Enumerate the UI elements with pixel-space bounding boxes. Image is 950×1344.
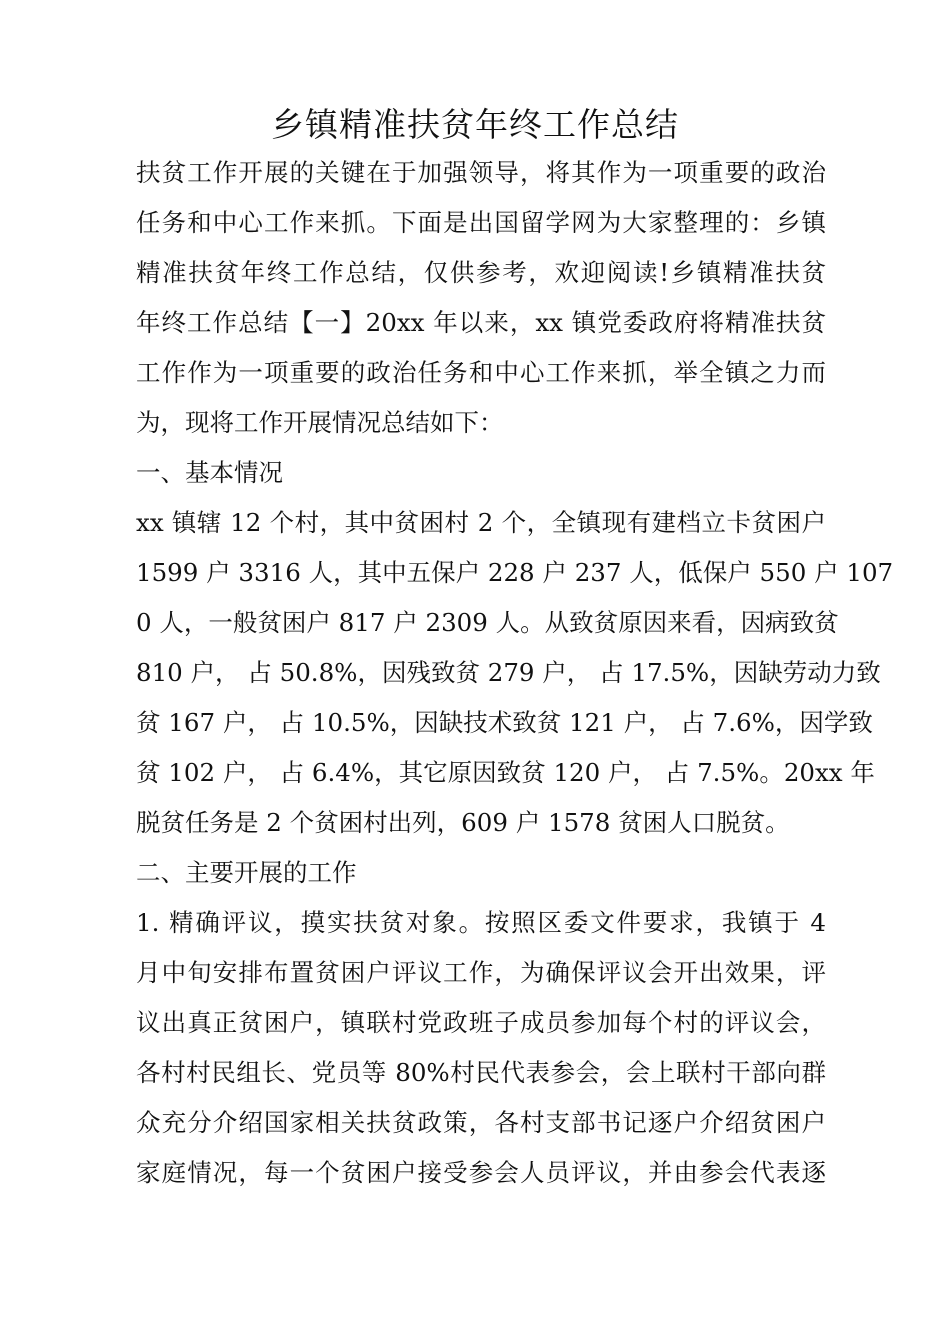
document-body bbox=[136, 148, 894, 1198]
text-line: 贫 167 户， 占 10.5%，因缺技术致贫 121 户， 占 7.6%，因学致 bbox=[136, 708, 873, 737]
text-line: 1599 户 3316 人，其中五保户 228 户 237 人，低保户 550 户 107 bbox=[136, 558, 894, 587]
text-line: 各村村民组长、党员等 80%村民代表参会，会上联村干部向群 bbox=[136, 1058, 826, 1087]
text-line: xx 镇辖 12 个村，其中贫困村 2 个，全镇现有建档立卡贫困户 bbox=[136, 508, 826, 537]
section-heading: 一、基本情况 bbox=[136, 458, 283, 487]
document-title: 乡镇精准扶贫年终工作总结 bbox=[271, 105, 679, 144]
text-line: 年终工作总结【一】20xx 年以来，xx 镇党委政府将精准扶贫 bbox=[136, 308, 826, 337]
text-line: 1. 精确评议，摸实扶贫对象。按照区委文件要求，我镇于 4 bbox=[136, 908, 826, 937]
text-line: 810 户， 占 50.8%，因残致贫 279 户， 占 17.5%，因缺劳动力致 bbox=[136, 658, 881, 687]
section-heading: 二、主要开展的工作 bbox=[136, 858, 357, 887]
text-line: 工作作为一项重要的政治任务和中心工作来抓，举全镇之力而 bbox=[136, 358, 826, 387]
text-line: 月中旬安排布置贫困户评议工作，为确保评议会开出效果，评 bbox=[136, 958, 826, 987]
text-line: 贫 102 户， 占 6.4%，其它原因致贫 120 户， 占 7.5%。20xx 年 bbox=[136, 758, 875, 787]
text-line: 家庭情况，每一个贫困户接受参会人员评议，并由参会代表逐 bbox=[136, 1158, 826, 1187]
text-line: 众充分介绍国家相关扶贫政策，各村支部书记逐户介绍贫困户 bbox=[136, 1108, 826, 1137]
text-line: 任务和中心工作来抓。下面是出国留学网为大家整理的：乡镇 bbox=[136, 208, 826, 237]
text-line: 精准扶贫年终工作总结，仅供参考，欢迎阅读!乡镇精准扶贫 bbox=[136, 258, 826, 287]
text-line: 扶贫工作开展的关键在于加强领导，将其作为一项重要的政治 bbox=[136, 158, 826, 187]
text-line: 0 人，一般贫困户 817 户 2309 人。从致贫原因来看，因病致贫 bbox=[136, 608, 839, 637]
text-line: 议出真正贫困户，镇联村党政班子成员参加每个村的评议会， bbox=[136, 1008, 826, 1037]
text-line: 脱贫任务是 2 个贫困村出列，609 户 1578 贫困人口脱贫。 bbox=[136, 808, 790, 837]
text-line: 为，现将工作开展情况总结如下： bbox=[136, 408, 504, 437]
